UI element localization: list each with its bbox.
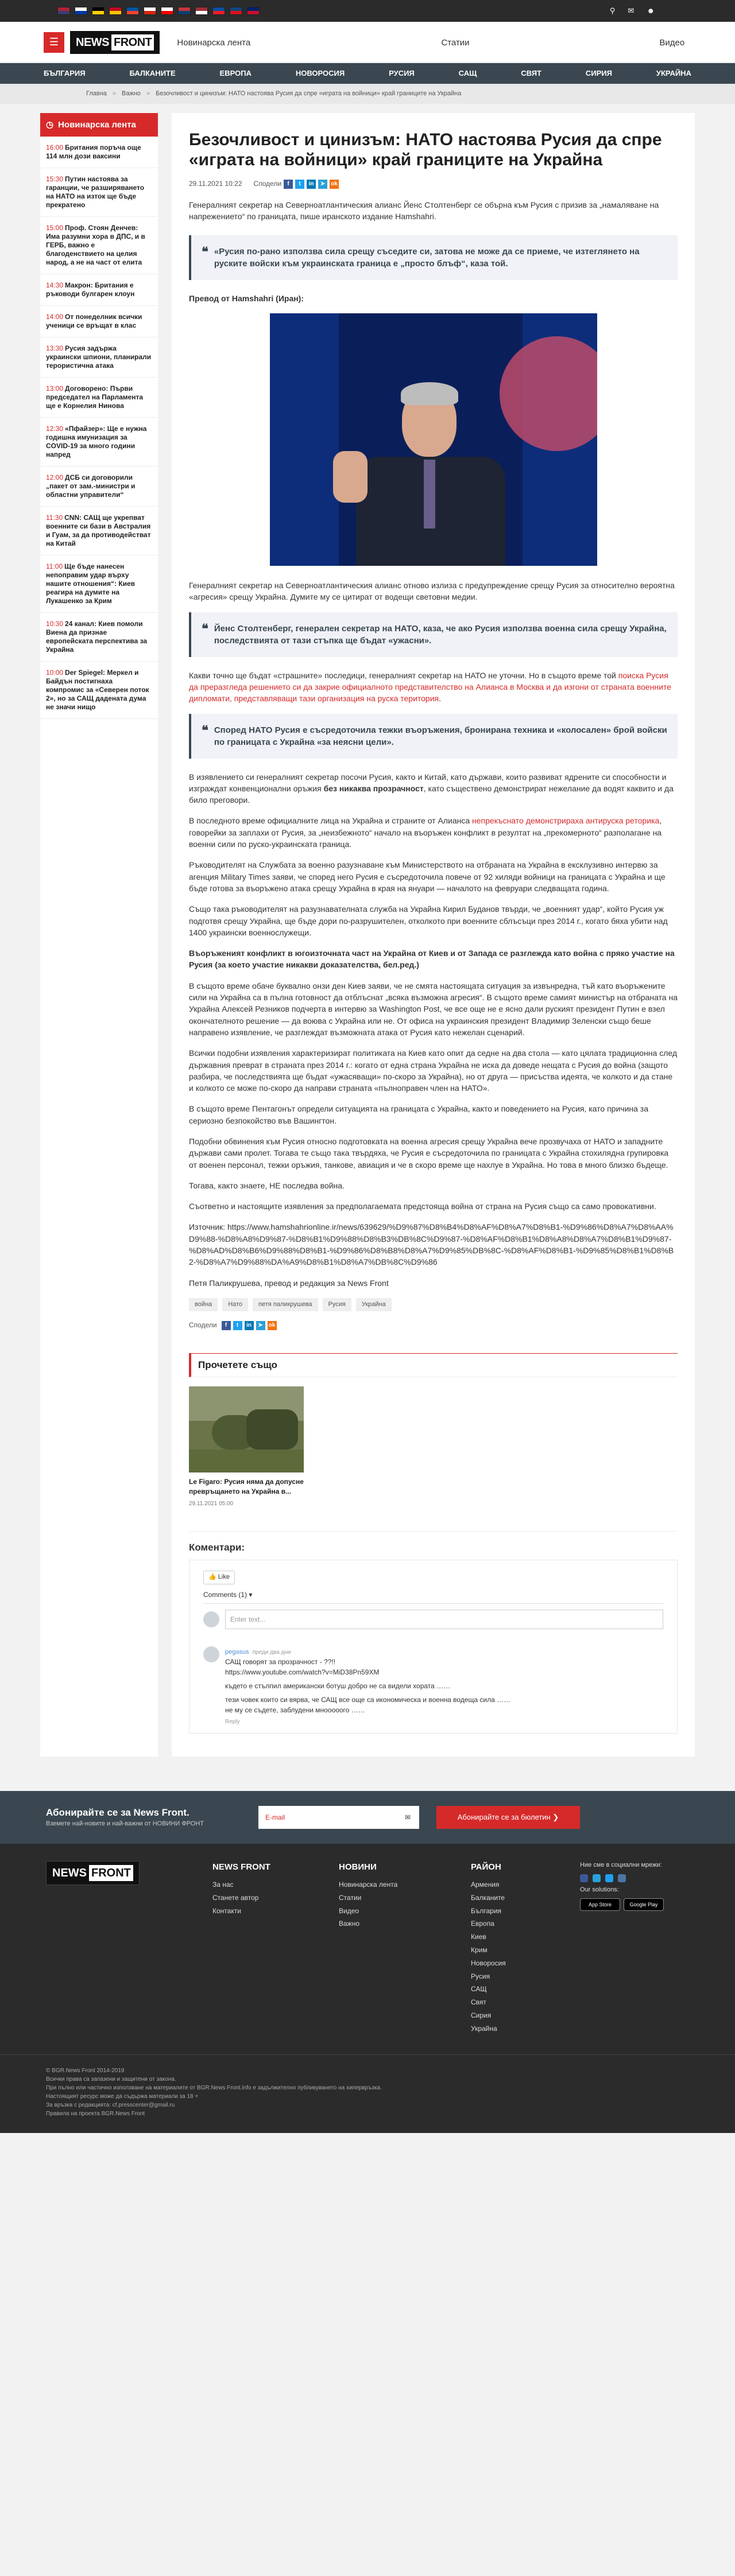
article-photo-stoltenberg [270,313,597,566]
footer-region-link[interactable]: САЩ [471,1985,487,1994]
news-headline[interactable]: CNN: САЩ ще укрепват военните си бази в Австралия и Гуам, за да противодействат на Китай [46,514,151,548]
translation-label: Превод от Hamshahri (Иран): [189,293,304,303]
flag-france-icon[interactable] [126,7,139,15]
share-bar-bottom [189,1320,678,1330]
sidebar-title: Новинарска лента [58,120,136,130]
footer-region-link[interactable]: Армения [471,1880,500,1889]
category-nav [0,63,735,84]
search-icon[interactable]: ⚲ [609,6,616,15]
article-date: 29.11.2021 10:22 [189,180,242,188]
article-paragraph: Тогава, както знаете, НЕ последва война. [189,1180,345,1190]
comment-line: тези човек които си вярва, че САЩ все още са икономическа и военна водеща сила …… [225,1696,511,1704]
article-source[interactable]: Източник: https://www.hamshahrionline.ir/news/639629/%D9%87%D8%B4%D8%AF%D8%A7%D8%B1-%D9%86%D8%A7%D8%AA%D9%88-%D8%A8%D9%87-%D8%B1%D9%88%D8%B3%DB%8C%D9%87-%D8%AF%D8%B1%D8%A8%D8%A7%D8%B1%D9%87-%D8%AD%D8%B6%D9%88%D8%B1-%D9%86%D8%B8%D8%A7%D9%85%DB%8C-%D8%AF%D8%B1-%D9%85%D8%B1%D8%B2-%D8%A7%D9%88%DA%A9%D8%B1%D8%A7%DB%8C%D9%86 [189,1222,674,1267]
sidebar-news-item[interactable] [40,337,158,378]
comment-line: където е стълпил американски ботуш добро не са видели хората …… [225,1682,451,1691]
news-time: 16:00 [46,143,64,152]
read-also-title: Прочетете също [189,1353,678,1377]
news-headline[interactable]: Путин настоява за гаранции, че разширяването на НАТО на изток ще бъде прекратено [46,175,145,209]
reply-button[interactable]: Reply [225,1719,240,1726]
footer-link-contacts[interactable]: Контакти [212,1906,241,1915]
news-time: 13:30 [46,344,64,353]
article-meta [189,179,678,189]
comments-title: Коментари: [189,1541,245,1553]
sidebar-news-item[interactable] [40,217,158,274]
avatar [203,1646,219,1662]
site-logo[interactable] [70,31,160,54]
article-paragraph: В същото време Пентагонът определи ситуацията на границата с Украйна, както и поведението на Русия, като причина за сериозно безпокойство във Вашингтон. [189,1104,649,1125]
subscribe-title: Абонирайте се за News Front. [46,1807,189,1819]
footer-region-link[interactable]: Русия [471,1972,490,1980]
footer-region-link[interactable]: Киев [471,1933,486,1941]
news-time: 15:30 [46,175,64,184]
mail-icon: ✉ [404,1813,411,1821]
nav-news-feed[interactable]: Новинарска лента [177,37,251,48]
breadcrumb-current: Безочливост и цинизъм: НАТО настоява Русия да спре «играта на войници» край границите на Украйна [156,90,462,97]
article-link[interactable]: поиска Русия да преразгледа решението си да закрие официалното представителство на Алианса в Москва и да изгони от страната военните дипломати, представляващи тази организация на руска територия [189,670,672,704]
flag-germany-icon[interactable] [92,7,105,15]
facebook-icon[interactable]: f [284,180,293,189]
user-icon[interactable]: ☻ [647,6,655,15]
comment-link[interactable]: https://www.youtube.com/watch?v=MiD38Pn59XM [225,1668,380,1677]
menu-icon[interactable]: ☰ [44,32,64,53]
flag-georgia-icon[interactable] [161,7,173,15]
quote-block [189,714,678,759]
sidebar-news-item[interactable] [40,662,158,719]
article-lead: Генералният секретар на Северноатлантическия алианс Йенс Столтенберг се обърна към Русия с призив за „намаляване на напрежението“ по границата, пише иранското издание Hamshahri. [189,200,659,222]
news-time: 13:00 [46,384,64,393]
footer-link-articles[interactable]: Статии [339,1893,362,1902]
sidebar-news-item[interactable] [40,613,158,662]
breadcrumb-separator: » [146,90,150,97]
article-paragraph: В изявлението си генералният секретар посочи Русия, както и Китай, като държави, които развиват ядрените си способности и изграждат конвенционални оръжия без никаква прозрачност, като съществено демонстрират нежелание да водят каквито и да било преговори. [189,772,674,805]
footer-col-title: НОВИНИ [339,1862,377,1872]
email-field[interactable]: E-mail ✉ [258,1806,419,1829]
related-article-title[interactable]: Le Figaro: Русия няма да допусне превръщането на Украйна в... [189,1477,304,1495]
breadcrumb-home[interactable]: Главна [86,90,107,97]
news-time: 12:00 [46,473,64,482]
comments-widget [189,1560,678,1734]
article-paragraph: Съответно и настоящите изявления за предполагаемата предстояща война от страна на Русия също са само провокативни. [189,1202,656,1211]
sidebar-news-item[interactable] [40,306,158,337]
chevron-down-icon: ▾ [249,1590,253,1599]
nav-articles[interactable]: Статии [441,37,470,48]
news-time: 10:30 [46,620,64,628]
news-feed-sidebar [40,113,158,1757]
related-article-card[interactable] [189,1386,304,1508]
footer-region-link[interactable]: Крим [471,1946,488,1954]
news-headline[interactable]: Проф. Стоян Денчев: Има разумни хора в ДПС, и в ГЕРБ, важно е благоденствието на целия народ, а не на част от елита [46,224,145,267]
article-link[interactable]: непрекъснато демонстрираха антируска реторика [472,816,660,826]
category-bulgaria[interactable]: БЪЛГАРИЯ [44,68,86,77]
copyright-line: При пълно или частично използване на материалите от BGR.News Front.info е задължително публикуването на хипервръзка. [46,2084,382,2091]
copyright-line: Всички права са запазени и защитени от закона. [46,2076,176,2082]
ok-icon[interactable]: ok [330,180,339,189]
article-paragraph: Всички подобни изявления характеризират политиката на Киев като опит да седне на два стола — като цялата традиционна след държавния преврат в страната през 2014 г.: когато от една страна Украйна не иска да доведе нещата с Русия до война (защото разбира, че последствията ще бъдат «ужасяващи» по-скоро за Украйна), но от друга — присъства идеята, че колкото и да стане и колкото се може по-скоро да направи страната «пълноправен член на НАТО». [189,1048,678,1093]
read-also-section [189,1353,678,1507]
article-paragraph: Въоръженият конфликт в югоизточната част на Украйна от Киев и от Запада се разглежда като война с пряко участие на Русия (за което участие никакви доказателства, бел.ред.) [189,949,675,970]
news-time: 11:00 [46,562,63,571]
news-headline[interactable]: Der Spiegel: Меркел и Байдън постигнаха компромис за «Северен поток 2», но за САЩ дадената дума не значи нищо [46,669,149,712]
logo-left: NEWS [76,36,109,49]
category-usa[interactable]: САЩ [458,68,477,77]
footer-link-author[interactable]: Станете автор [212,1893,259,1902]
comment-time: преди два дни [252,1649,291,1656]
footer-region-link[interactable]: Новоросия [471,1959,506,1967]
footer-link-important[interactable]: Важно [339,1920,360,1928]
category-europe[interactable]: ЕВРОПА [219,68,252,77]
sidebar-news-item[interactable] [40,507,158,555]
article-title: Безочливост и цинизъм: НАТО настоява Русия да спре «играта на войници» край границите на Украйна [189,130,662,169]
flag-serbia-icon[interactable] [178,7,191,15]
news-headline[interactable]: Британия поръча още 114 млн дози ваксини [46,143,141,161]
sidebar-header [40,113,158,137]
tag-ukraine[interactable]: Украйна [356,1298,392,1311]
article-paragraph: Генералният секретар на Северноатлантическия алианс отново излиза с предупреждение срещу Русия за относително вероятна «агресия» срещу Украйна. Думите му се цитират от водещи световни медии. [189,581,675,602]
quote-block [189,612,678,657]
news-time: 14:30 [46,281,64,290]
sidebar-news-item[interactable] [40,168,158,217]
share-bar [254,179,339,189]
tag-russia[interactable]: Русия [323,1298,351,1311]
news-time: 14:00 [46,313,64,321]
news-time: 12:30 [46,425,64,433]
sidebar-news-item[interactable] [40,137,158,168]
category-world[interactable]: СВЯТ [521,68,542,77]
tag-author[interactable]: петя паликрушева [253,1298,318,1311]
breadcrumb-separator: » [112,90,117,97]
comment-line: не му се съдете, заблудени мнооооого …… [225,1706,365,1715]
footer-region-link[interactable]: Балканите [471,1893,505,1902]
share-label: Сподели [189,1321,217,1330]
article-paragraph: Подобни обвинения към Русия относно подготовката на военна агресия срещу Украйна вече прозвучаха от НАТО и западните държави сами пролет. Тогава те също така твърдяха, че Русия е съсредоточила по границата с Украйна стохилядна групировка от военен персонал, тежки оръжия, танкове, авиация и че в скоро време ще нахлуе в Украйна. Но това в много близко бъдеще. [189,1136,669,1170]
related-article-image[interactable] [189,1386,304,1472]
sidebar-news-item[interactable] [40,274,158,306]
news-headline[interactable]: ДСБ си договорили „пакет от зам.-министри и областни управители“ [46,473,136,499]
category-syria[interactable]: СИРИЯ [585,68,612,77]
comment-input[interactable]: Enter text... [225,1610,663,1629]
share-label: Сподели [253,180,282,188]
quote-icon: ❝ [202,621,208,636]
comment-input-row [203,1610,663,1629]
header-nav [177,37,695,49]
flag-russia-icon[interactable] [75,7,87,15]
like-button[interactable]: 👍 Like [203,1571,235,1584]
nav-video[interactable]: Видео [659,37,685,48]
footer-link-news[interactable]: Новинарска лента [339,1880,398,1889]
footer-region-link[interactable]: Сирия [471,2011,492,2019]
sidebar-news-item[interactable] [40,467,158,507]
social-title: Ние сме в социални мрежи: [580,1862,662,1869]
news-headline[interactable]: От понеделник всички ученици се връщат в клас [46,313,142,330]
copyright-line[interactable]: Правила на проекта BGR.News Front [46,2110,145,2117]
flag-spain-icon[interactable] [109,7,122,15]
category-balkans[interactable]: БАЛКАНИТЕ [129,68,176,77]
news-headline[interactable]: Макрон: Британия е ръководи булгарен клоун [46,281,135,298]
flag-bulgaria-icon[interactable] [144,7,156,15]
tag-nato[interactable]: Нато [222,1298,248,1311]
language-flags [57,7,260,15]
facebook-icon[interactable]: f [222,1321,231,1330]
footer-col-title: NEWS FRONT [212,1862,270,1872]
article-author: Петя Паликрушева, превод и редакция за News Front [189,1278,389,1288]
news-time: 11:30 [46,514,63,522]
telegram-icon[interactable]: ➤ [318,180,327,189]
subscribe-subtitle: Вземете най-новите и най-важни от НОВИНИ ФРОНТ [46,1820,204,1828]
news-headline[interactable]: 24 канал: Киев помоли Виена да признае европейската перспектива за Украйна [46,620,148,654]
flag-latvia-icon[interactable] [195,7,208,15]
flag-usa-icon[interactable] [57,7,70,15]
sidebar-news-item[interactable] [40,378,158,418]
footer-region-link[interactable]: Свят [471,1998,486,2007]
tag-list [189,1298,678,1311]
linkedin-icon[interactable]: in [307,180,316,189]
category-ukraine[interactable]: УКРАЙНА [656,68,691,77]
twitter-icon[interactable] [605,1874,613,1882]
flag-uk-icon[interactable] [247,7,260,15]
google-play-button[interactable]: Google Play [624,1898,664,1911]
comments-tab[interactable]: Comments (1) ▾ [203,1590,663,1604]
news-headline[interactable]: «Пфайзер»: Ще е нужна годишна имунизация за COVID-19 за много години напред [46,425,147,459]
quote-icon: ❝ [202,244,208,259]
copyright-line: Настоящият ресурс може да съдържа материали за 18 + [46,2093,199,2100]
site-footer [0,1844,735,2054]
news-time: 15:00 [46,224,64,232]
twitter-icon[interactable]: t [295,180,304,189]
news-headline[interactable]: Русия задържа украински шпиони, планирали терористична атака [46,344,152,370]
footer-col-title: РАЙОН [471,1862,501,1872]
footer-logo[interactable]: NEWS FRONT [46,1861,140,1885]
copyright [0,2054,735,2133]
sidebar-news-item[interactable] [40,418,158,467]
category-novorossia[interactable]: НОВОРОСИЯ [295,68,345,77]
subscribe-button[interactable]: Абонирайте се за бюлетин ❯ [436,1806,580,1829]
copyright-line: © BGR.News Front 2014-2019 [46,2067,125,2074]
footer-link-about[interactable]: За нас [212,1880,234,1889]
app-store-button[interactable]: App Store [580,1898,620,1911]
footer-link-video[interactable]: Видео [339,1906,359,1915]
article-paragraph: Също така ръководителят на разузнавателната служба на Украйна Кирил Буданов твърди, че „военният удар“, който Русия уж подготвя срещу Украйна, ще бъде дори по-разрушителен, отколкото при военните сблъсъци през 2014 г., когато бяха убити над 1400 украински военнослужещи. [189,904,668,937]
subscribe-bar [0,1791,735,1844]
news-time: 10:00 [46,669,64,677]
breadcrumb-important[interactable]: Важно [122,90,141,97]
article-paragraph: В последното време официалните лица на Украйна и страните от Алианса непрекъснато демонстрираха антируска реторика, говорейки за заплахи от Русия, за „неизбежното“ начало на въоръжен конфликт в резултат на „прекомерното“ разполагане на военни сили по руско-украинската граница. [189,816,662,849]
logo-right: FRONT [111,34,154,50]
category-russia[interactable]: РУСИЯ [389,68,415,77]
news-headline[interactable]: Договорено: Първи председател на Парламента ще е Корнелия Нинова [46,384,144,410]
quote-block [189,235,678,280]
breadcrumb [0,84,735,104]
footer-region-link[interactable]: Украйна [471,2024,497,2033]
linkedin-icon[interactable]: in [245,1321,254,1330]
solutions-title: Our solutions: [580,1886,619,1894]
ok-icon[interactable]: ok [268,1321,277,1330]
quote-text: Йенс Столтенберг, генерален секретар на НАТО, каза, че ако Русия използва военна сила срещу Украйна, последствията от тази стъпка ще бъдат «ужасни». [214,623,667,646]
comment-item [203,1646,663,1727]
vk-icon[interactable] [618,1874,626,1882]
mail-icon[interactable]: ✉ [628,6,635,15]
clock-icon: ◷ [46,120,54,130]
article [172,113,695,1757]
quote-text: «Русия по-рано използва сила срещу съседите си, затова не може да се приеме, че изтеглянето на руските войски към украинската граница е „просто блъф“, каза той. [214,246,640,269]
comment-line: САЩ говорят за прозрачност - ??!! [225,1658,336,1666]
facebook-icon[interactable] [580,1874,588,1882]
twitter-icon[interactable]: t [233,1321,242,1330]
avatar [203,1611,219,1627]
footer-region-link[interactable]: България [471,1906,502,1915]
article-paragraph: Какви точно ще бъдат «страшните» последици, генералният секретар на НАТО не уточни. Но в същото време той поиска Русия да преразгледа решението си да закрие официалното представителство на Алианса в Москва и да изгони от страната военните дипломати, представляващи тази организация на руска територия. [189,670,672,704]
news-headline[interactable]: Ще бъде нанесен непоправим удар върху нашите отношения“: Киев реагира на думите на Лукашенко за Крим [46,562,136,605]
article-paragraph: В същото време обаче буквално онзи ден Киев заяви, че не смята настоящата ситуация за извънредна, тъй като въоръжените сили на Украйна са в пълна готовност да отблъснат „всяка възможна агресия“. В същото време самият министър на отбраната на Украйна Алексей Резников подчерта в интервю за Washington Post, че все още не е ясно дали руският президент Путин е взел окончателното решение — да воюва с Украйна или не. От офиса на украинския президент Владимир Зеленски също беше направено изявление, че разглеждат възможната атака от Русия като нежелан сценарий. [189,981,678,1037]
footer-region-link[interactable]: Европа [471,1920,494,1928]
copyright-line[interactable]: За връзка с редакцията: cf.presscenter@gmail.ru [46,2101,175,2108]
related-article-date: 29.11.2021 05:00 [189,1500,234,1507]
article-paragraph: Ръководителят на Службата за военно разузнаване към Министерството на отбраната на Украйна в ексклузивно интервю за агенция Military Times заяви, че според него Русия е съсредоточила повече от 92 хиляди войници на границата с Украйна и ще бъде готова за въоръжено атака срещу Украйна в края на януари — началото на февруари следващата година. [189,860,666,893]
tag-war[interactable]: война [189,1298,218,1311]
comment-user[interactable]: pegasus [225,1648,249,1656]
quote-text: Според НАТО Русия е съсредоточила тежки въоръжения, бронирана техника и «колосален» брой войски по границата с Украйна «за неясни цели». [214,725,667,747]
quote-icon: ❝ [202,722,208,737]
telegram-icon[interactable] [593,1874,601,1882]
flag-slovakia-icon[interactable] [212,7,225,15]
comments-section [189,1531,678,1734]
telegram-icon[interactable]: ➤ [256,1321,265,1330]
sidebar-news-item[interactable] [40,555,158,613]
site-header [0,22,735,63]
flag-czech-icon[interactable] [230,7,242,15]
language-bar [0,0,735,22]
